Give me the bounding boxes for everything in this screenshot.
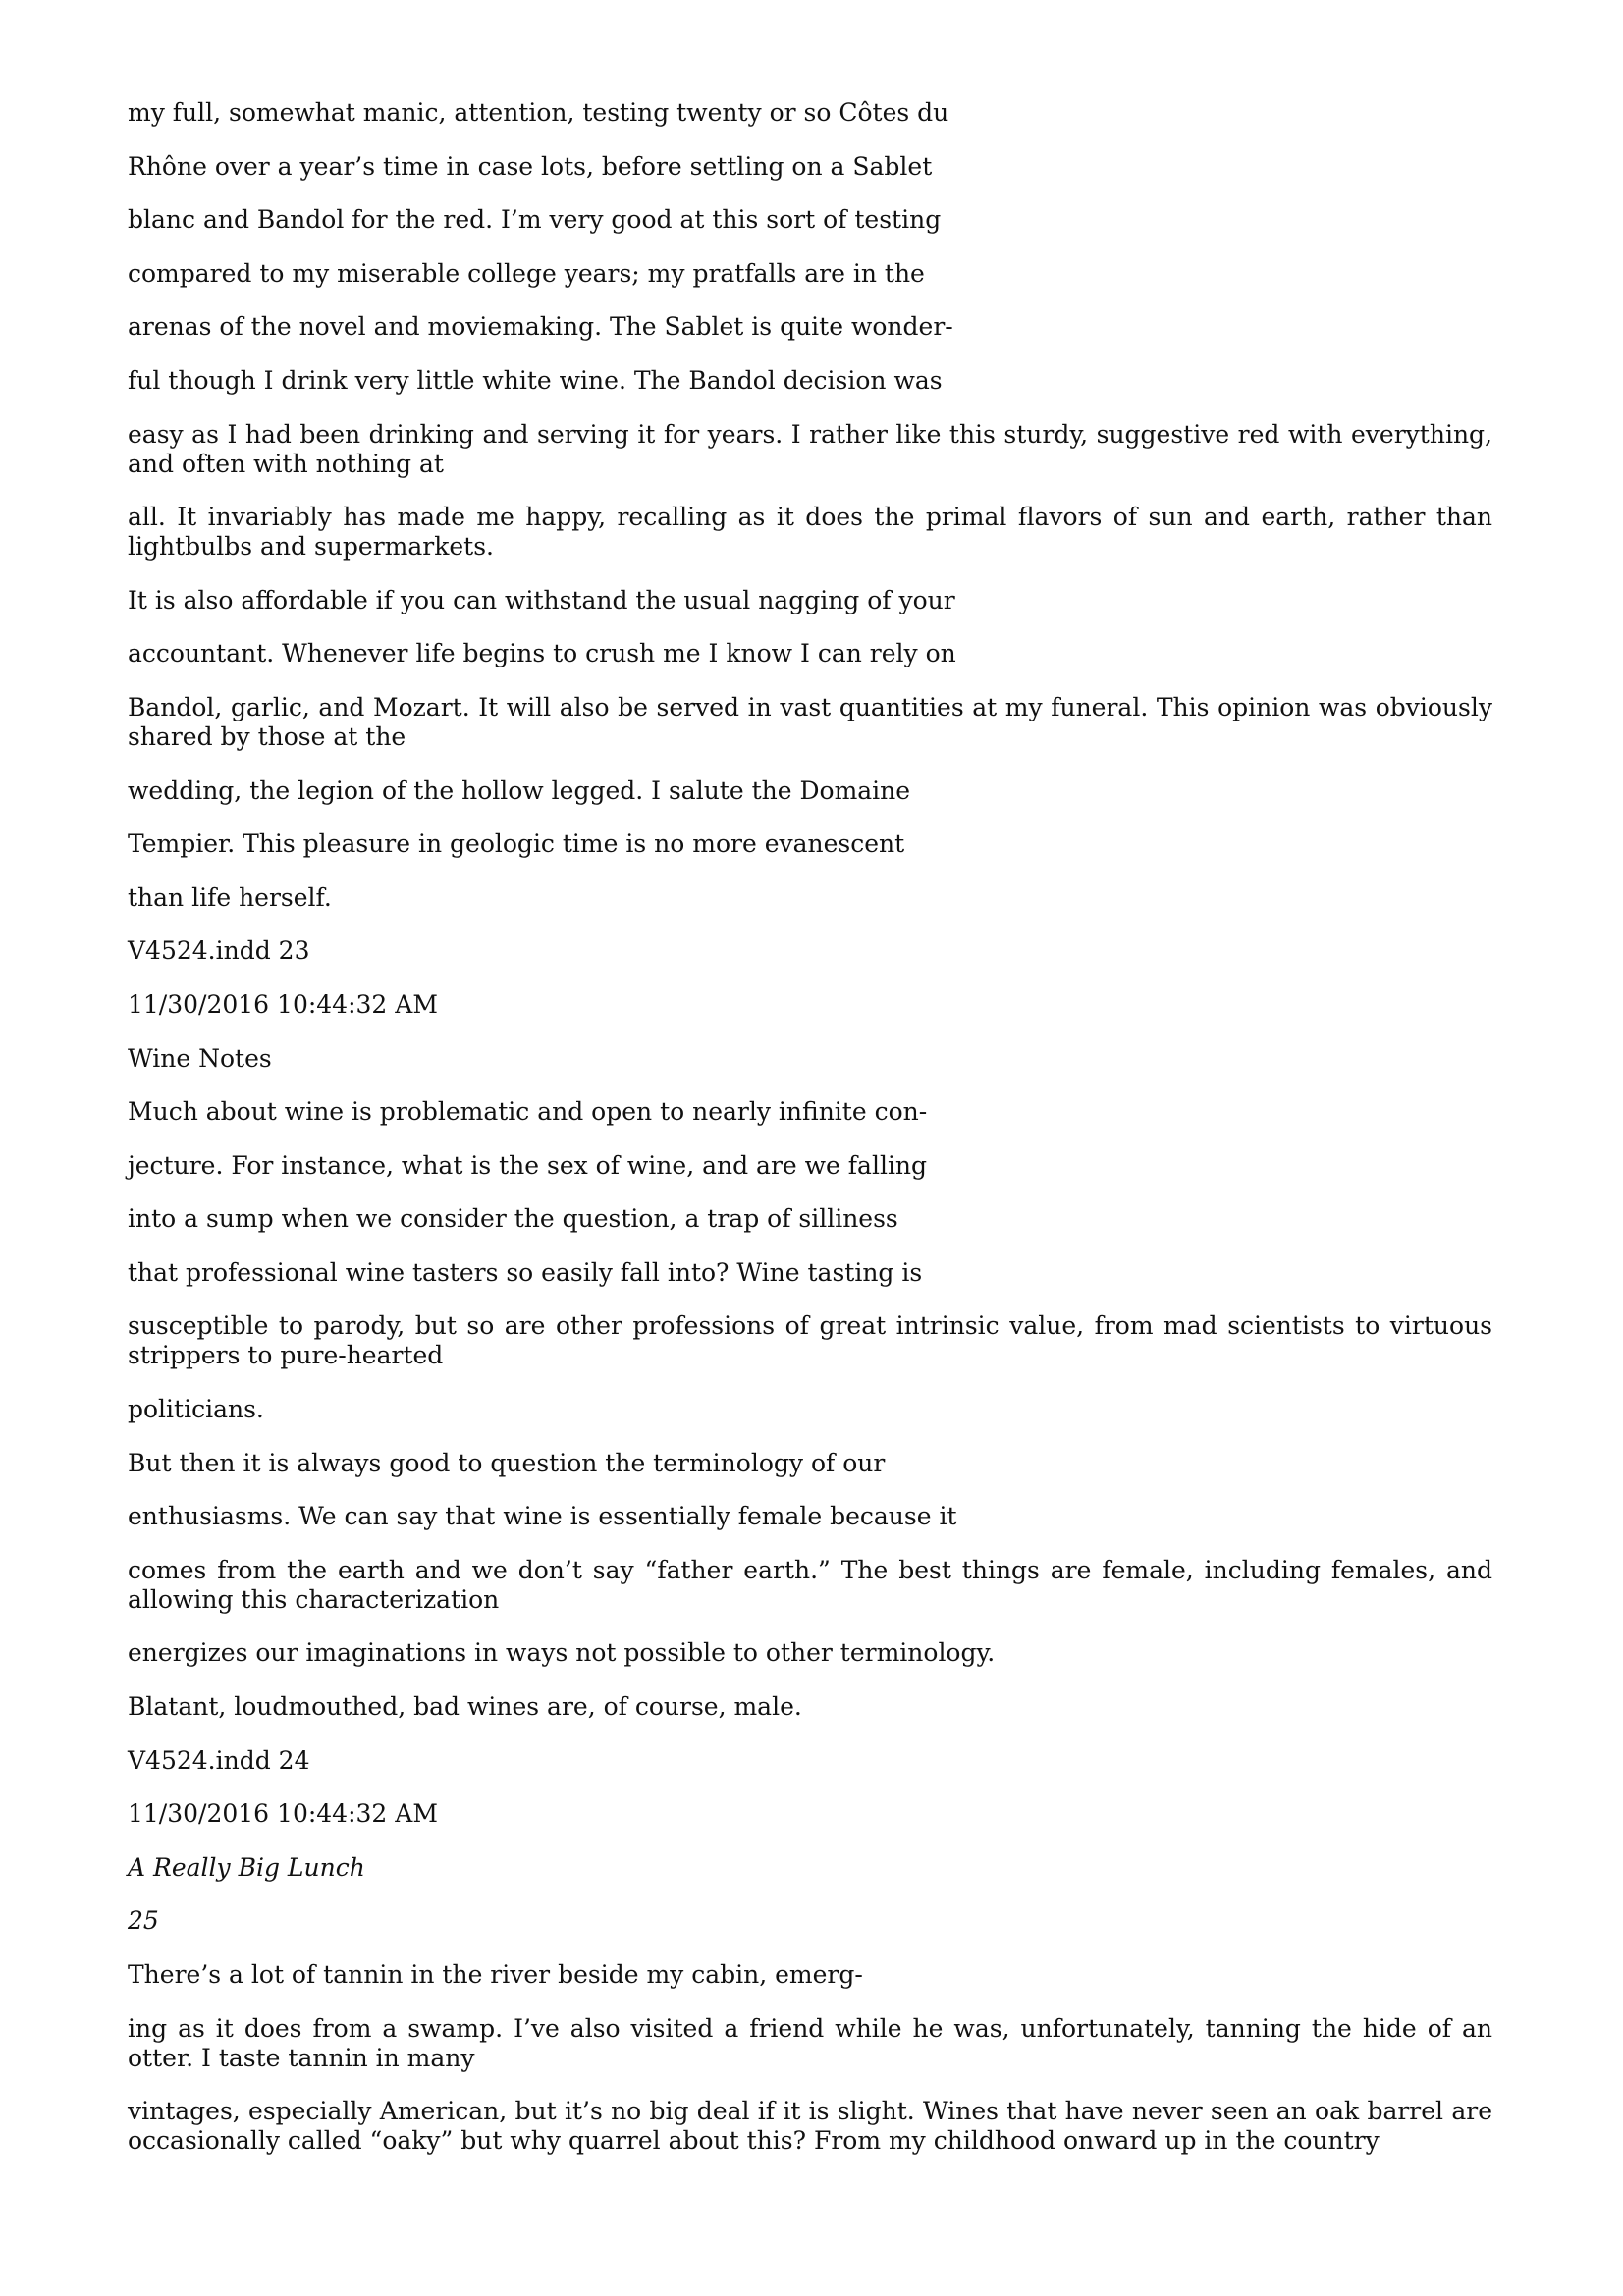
paragraph: It is also affordable if you can withstand the usual nagging of your xyxy=(128,585,955,614)
paragraph: enthusiasms. We can say that wine is essentially female because it xyxy=(128,1502,957,1531)
running-head: A Really Big Lunch xyxy=(128,1852,365,1882)
paragraph: comes from the earth and we don’t say “father earth.” The best things are female, including females, and allowing this characterization xyxy=(128,1555,1492,1614)
paragraph: Bandol, garlic, and Mozart. It will also be served in vast quantities at my funeral. This opinion was obviously shared by those at the xyxy=(128,692,1492,751)
paragraph: all. It invariably has made me happy, recalling as it does the primal flavors of sun and earth, rather than lightbulbs and supermarkets. xyxy=(128,503,1492,561)
paragraph: into a sump when we consider the question, a trap of silliness xyxy=(128,1204,898,1234)
paragraph: Tempier. This pleasure in geologic time is no more evanescent xyxy=(128,829,905,859)
section-heading: Wine Notes xyxy=(128,1043,272,1073)
paragraph: my full, somewhat manic, attention, testing twenty or so Côtes du xyxy=(128,98,949,127)
paragraph: Blatant, loudmouthed, bad wines are, of course, male. xyxy=(128,1692,802,1722)
paragraph: energizes our imaginations in ways not possible to other terminology. xyxy=(128,1638,996,1668)
paragraph: that professional wine tasters so easily fall into? Wine tasting is xyxy=(128,1257,923,1287)
paragraph: compared to my miserable college years; my pratfalls are in the xyxy=(128,258,925,288)
paragraph: Much about wine is problematic and open to nearly infinite con- xyxy=(128,1097,928,1127)
paragraph: accountant. Whenever life begins to crush me I know I can rely on xyxy=(128,639,956,668)
paragraph: Rhône over a year’s time in case lots, before settling on a Sablet xyxy=(128,151,933,181)
paragraph: wedding, the legion of the hollow legged. I salute the Domaine xyxy=(128,775,911,805)
paragraph: ful though I drink very little white wine. The Bandol decision was xyxy=(128,365,943,395)
paragraph: There’s a lot of tannin in the river beside my cabin, emerg- xyxy=(128,1960,863,1989)
paragraph: But then it is always good to question the terminology of our xyxy=(128,1448,886,1477)
page-number: 25 xyxy=(128,1906,159,1936)
paragraph: vintages, especially American, but it’s no big deal if it is slight. Wines that have never seen an oak barrel are occasionally called “oaky” but why quarrel about this? From my childhood onward up in the country xyxy=(128,2097,1492,2156)
paragraph: politicians. xyxy=(128,1395,264,1424)
paragraph: easy as I had been drinking and serving it for years. I rather like this sturdy, suggestive red with everything, and often with nothing at xyxy=(128,419,1492,478)
paragraph: ing as it does from a swamp. I’ve also visited a friend while he was, unfortunately, tanning the hide of an otter. I taste tannin in many xyxy=(128,2013,1492,2072)
document-page xyxy=(128,98,1492,2180)
timestamp: 11/30/2016 10:44:32 AM xyxy=(128,989,438,1019)
file-slug: V4524.indd 23 xyxy=(128,936,310,966)
timestamp: 11/30/2016 10:44:32 AM xyxy=(128,1799,438,1829)
paragraph: susceptible to parody, but so are other professions of great intrinsic value, from mad scientists to virtuous strippers to pure-hearted xyxy=(128,1311,1492,1370)
file-slug: V4524.indd 24 xyxy=(128,1745,310,1775)
paragraph: jecture. For instance, what is the sex of wine, and are we falling xyxy=(128,1150,928,1180)
paragraph: blanc and Bandol for the red. I’m very good at this sort of testing xyxy=(128,205,942,235)
paragraph: arenas of the novel and moviemaking. The Sablet is quite wonder- xyxy=(128,312,953,342)
paragraph: than life herself. xyxy=(128,882,332,912)
